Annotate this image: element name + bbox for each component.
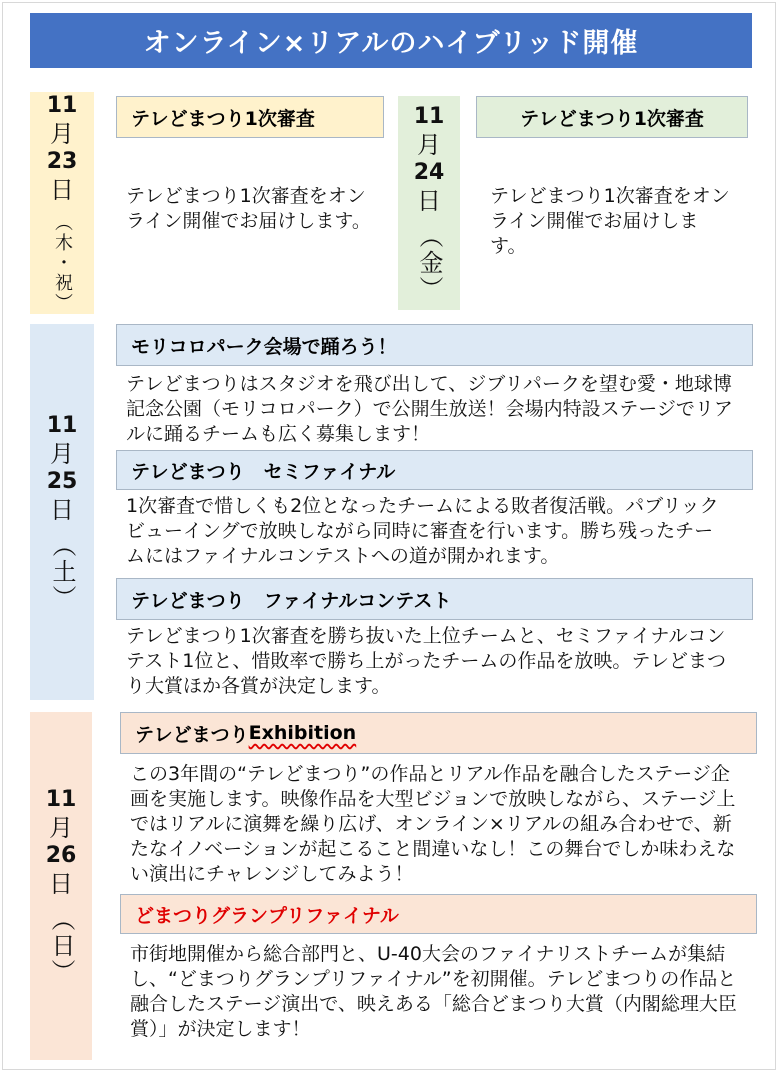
page-banner: オンライン×リアルのハイブリッド開催 (30, 13, 752, 68)
date-day: 23 (46, 149, 78, 174)
event-text-final-contest: テレどまつり1次審査を勝ち抜いた上位チームと、セミファイナルコンテスト1位と、惜敗率で勝ち上がったチームの作品を放映。テレどまつり大賞ほか各賞が決定します。 (126, 625, 726, 697)
date-month-kanji: 月 (49, 814, 73, 842)
event-heading-exhibition (120, 712, 757, 754)
event-heading-moricoro: モリコロパーク会場で踊ろう！ (116, 324, 753, 366)
date-weekday: （木・祝） (52, 213, 73, 313)
date-day: 26 (45, 843, 77, 868)
event-text-day1: テレどまつり1次審査をオンライン開催でお届けします。 (126, 185, 371, 232)
event-text-grandprix-final: 市街地開催から総合部門と、U-40大会のファイナリストチームが集結し、“どまつりグランプリファイナル”を初開催。テレどまつりの作品と融合したステージ演出で、映えある「総合どまつり大賞（内閣総理大臣賞）」が決定します！ (130, 943, 737, 1040)
date-month-kanji: 月 (417, 131, 441, 159)
date-day-kanji: 日 (49, 870, 73, 898)
date-month: 11 (45, 787, 77, 812)
event-heading-day1: テレどまつり1次審査 (116, 96, 384, 138)
date-day: 25 (46, 469, 78, 494)
event-heading-semifinal: テレどまつり セミファイナル (116, 450, 753, 490)
date-month: 11 (46, 413, 78, 438)
date-weekday: （土） (48, 533, 76, 611)
date-day-kanji: 日 (50, 496, 74, 524)
date-weekday: （日） (47, 907, 75, 985)
event-text-exhibition: この3年間の“テレどまつり”の作品とリアル作品を融合したステージ企画を実施します。映像作品を大型ビジョンで放映しながら、ステージ上ではリアルに演舞を繰り広げ、オンライン×リアルの組み合わせで、新たなイノベーションが起こること間違いなし！この舞台でしか味わえない演出にチャレンジしてみよう！ (130, 763, 736, 885)
date-weekday: （金） (415, 224, 443, 302)
date-day-kanji: 日 (50, 176, 74, 204)
date-month-kanji: 月 (50, 440, 74, 468)
date-day-kanji: 日 (417, 187, 441, 215)
event-text-day2: テレどまつり1次審査をオンライン開催でお届けします。 (490, 185, 730, 257)
event-heading-grandprix-final: どまつりグランプリファイナル (120, 894, 757, 934)
event-heading-day2: テレどまつり1次審査 (476, 96, 748, 138)
date-nov-25 (30, 324, 94, 700)
event-heading-final-contest: テレどまつり ファイナルコンテスト (116, 578, 753, 620)
date-month-kanji: 月 (50, 120, 74, 148)
date-nov-26 (30, 712, 92, 1060)
date-day: 24 (413, 160, 445, 185)
exhibition-heading-prefix: テレどまつり (135, 723, 249, 746)
date-nov-23 (30, 92, 94, 314)
exhibition-heading-suffix: Exhibition (248, 722, 357, 744)
event-text-semifinal: 1次審査で惜しくも2位となったチームによる敗者復活戦。パブリックビューイングで放映しながら同時に審査を行います。勝ち残ったチームにはファイナルコンテストへの道が開かれます。 (126, 495, 719, 567)
event-text-moricoro: テレどまつりはスタジオを飛び出して、ジブリパークを望む愛・地球博記念公園（モリコロパーク）で公開生放送！会場内特設ステージでリアルに踊るチームも広く募集します！ (126, 373, 733, 445)
date-nov-24 (398, 96, 460, 310)
date-month: 11 (46, 93, 78, 118)
date-month: 11 (413, 104, 445, 129)
